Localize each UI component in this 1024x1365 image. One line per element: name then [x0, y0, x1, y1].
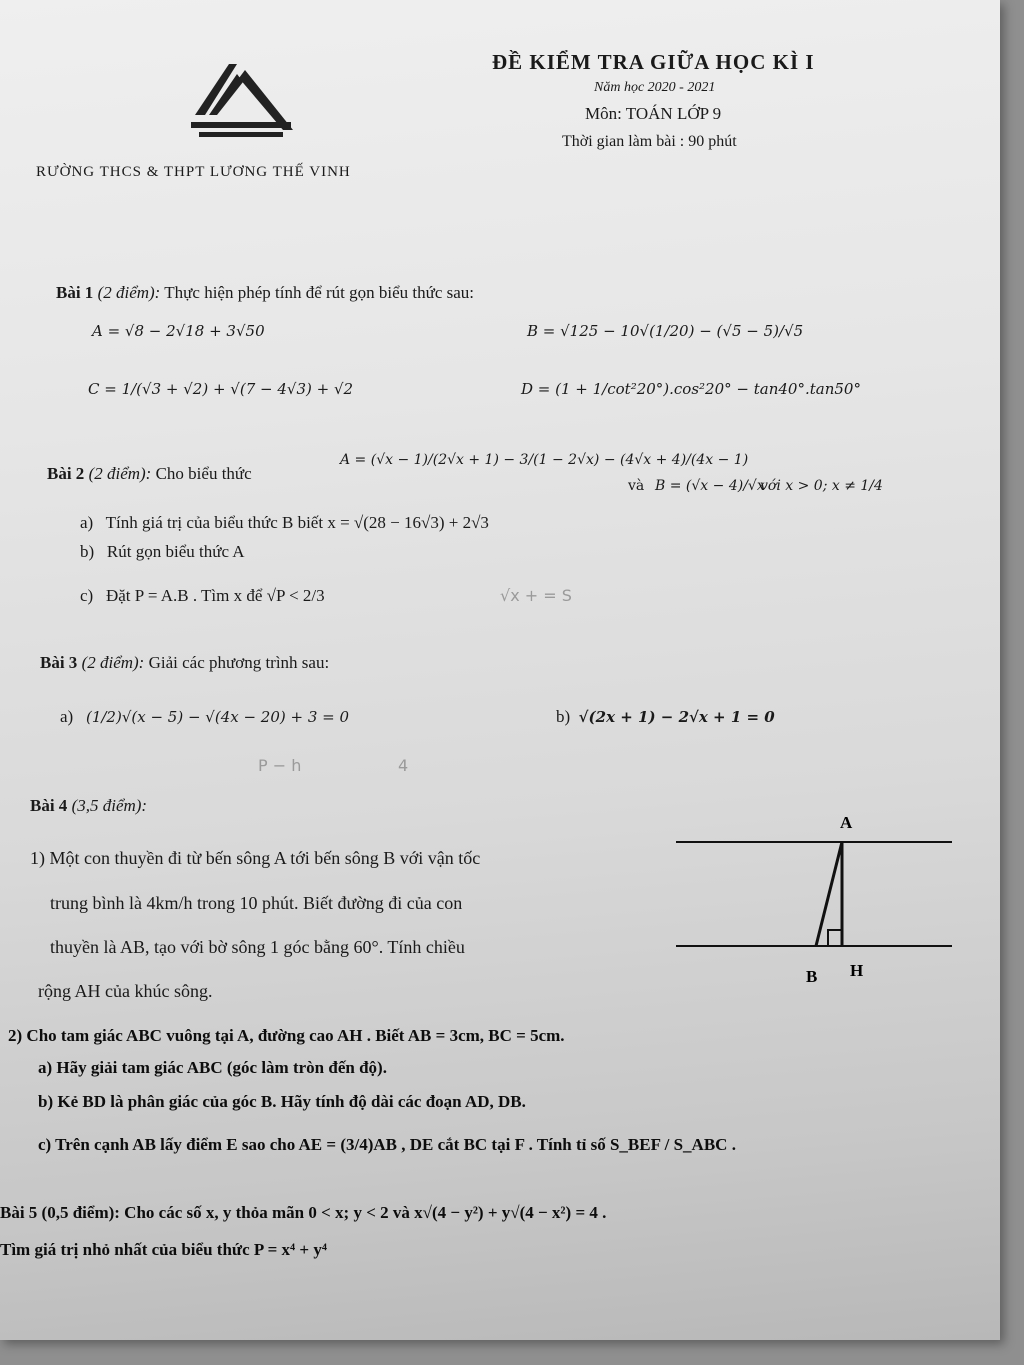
- bai4-p2-b: b) Kẻ BD là phân giác của góc B. Hãy tính độ dài các đoạn AD, DB.: [38, 1092, 526, 1111]
- bai1-expr-b: B = √125 − 10√(1/20) − (√5 − 5)/√5: [527, 322, 804, 340]
- exam-title: ĐỀ KIỂM TRA GIỮA HỌC KÌ I: [492, 50, 815, 74]
- label-b: B: [806, 967, 818, 986]
- bai3-item-a-label: a): [60, 707, 74, 726]
- label-a: A: [840, 813, 853, 832]
- bai2-item-c-text: Đặt P = A.B . Tìm x để √P < 2/3: [105, 586, 325, 605]
- handwritten-note-bai2: √x + = S: [500, 586, 572, 605]
- bai2-item-c-label: c): [80, 586, 94, 605]
- bai4-points: (3,5 điểm):: [71, 796, 148, 815]
- bai3-item-a-expr: (1/2)√(x − 5) − √(4x − 20) + 3 = 0: [85, 708, 350, 726]
- bai1-expr-c: C = 1/(√3 + √2) + √(7 − 4√3) + √2: [88, 380, 354, 398]
- bai3-heading-line: [40, 653, 329, 673]
- bai3-item-a: [60, 707, 349, 727]
- bai3-item-b: [556, 707, 775, 727]
- bai3-label: Bài 3: [40, 653, 78, 672]
- bai3-item-b-label: b): [556, 707, 571, 726]
- bai2-expr-a: A = (√x − 1)/(2√x + 1) − 3/(1 − 2√x) − (4√x + 4)/(4x − 1): [340, 452, 749, 468]
- bai1-points: (2 điểm):: [97, 283, 161, 302]
- bai2-item-b-label: b): [80, 542, 95, 561]
- school-logo-icon: [185, 60, 297, 140]
- bai2-and: và: [628, 478, 645, 494]
- bai4-p1-line4: rộng AH của khúc sông.: [38, 981, 213, 1001]
- bai4-heading-line: [30, 796, 147, 816]
- label-h: H: [850, 961, 864, 980]
- bai4-p1-line1: 1) Một con thuyền đi từ bến sông A tới bến sông B với vận tốc: [30, 848, 481, 868]
- bai1-label: Bài 1: [56, 283, 94, 302]
- bai1-expr-d: D = (1 + 1/cot²20°).cos²20° − tan40°.tan50°: [521, 380, 861, 398]
- exam-time: Thời gian làm bài : 90 phút: [562, 133, 737, 150]
- bai2-expr-b: B = (√x − 4)/√x: [655, 478, 765, 494]
- right-angle-mark: [828, 930, 842, 946]
- bai4-p2-c: c) Trên cạnh AB lấy điểm E sao cho AE = (3/4)AB , DE cắt BC tại F . Tính tỉ số S_BEF / S_ABC .: [38, 1135, 736, 1154]
- bai2-item-b-text: Rút gọn biểu thức A: [106, 542, 245, 561]
- handwritten-note-bai3-2: 4: [398, 756, 409, 775]
- subject: Môn: TOÁN LỚP 9: [585, 104, 722, 123]
- school-name: RƯỜNG THCS & THPT LƯƠNG THẾ VINH: [36, 164, 351, 180]
- bai4-p2-line1: 2) Cho tam giác ABC vuông tại A, đường cao AH . Biết AB = 3cm, BC = 5cm.: [8, 1026, 565, 1045]
- river-diagram: [676, 806, 956, 996]
- bai2-heading-line: [47, 464, 252, 484]
- bai2-instruction: Cho biểu thức: [155, 464, 252, 483]
- school-year: Năm học 2020 - 2021: [594, 80, 716, 95]
- handwritten-note-bai3-1: P − h: [258, 756, 302, 775]
- bai2-item-c: [80, 586, 325, 606]
- bai4-p2-a: a) Hãy giải tam giác ABC (góc làm tròn đến độ).: [38, 1058, 387, 1077]
- bai1-instruction: Thực hiện phép tính để rút gọn biểu thức sau:: [164, 283, 475, 302]
- bai2-condition: với x > 0; x ≠ 1/4: [760, 478, 883, 494]
- bai2-points: (2 điểm):: [88, 464, 152, 483]
- bai4-p1-line2: trung bình là 4km/h trong 10 phút. Biết đường đi của con: [50, 893, 463, 913]
- bai3-item-b-expr: √(2x + 1) − 2√x + 1 = 0: [578, 708, 775, 726]
- bai4-p1-line3: thuyền là AB, tạo với bờ sông 1 góc bằng 60°. Tính chiều: [50, 937, 465, 957]
- bai2-item-a-label: a): [80, 513, 94, 532]
- bai4-label: Bài 4: [30, 796, 68, 815]
- bai3-points: (2 điểm):: [81, 653, 145, 672]
- bai1-heading-line: [56, 283, 474, 303]
- bai5-line2: Tìm giá trị nhỏ nhất của biểu thức P = x⁴ + y⁴: [0, 1240, 327, 1259]
- bai2-item-a-text: Tính giá trị của biểu thức B biết x = √(28 − 16√3) + 2√3: [105, 513, 489, 532]
- bai2-item-a: [80, 513, 489, 533]
- bai1-expr-a: A = √8 − 2√18 + 3√50: [92, 322, 265, 340]
- bai2-item-b: [80, 542, 245, 562]
- bai3-instruction: Giải các phương trình sau:: [148, 653, 330, 672]
- bai2-label: Bài 2: [47, 464, 85, 483]
- bai5-line1: Bài 5 (0,5 điểm): Cho các số x, y thỏa mãn 0 < x; y < 2 và x√(4 − y²) + y√(4 − x²) = 4 .: [0, 1203, 607, 1222]
